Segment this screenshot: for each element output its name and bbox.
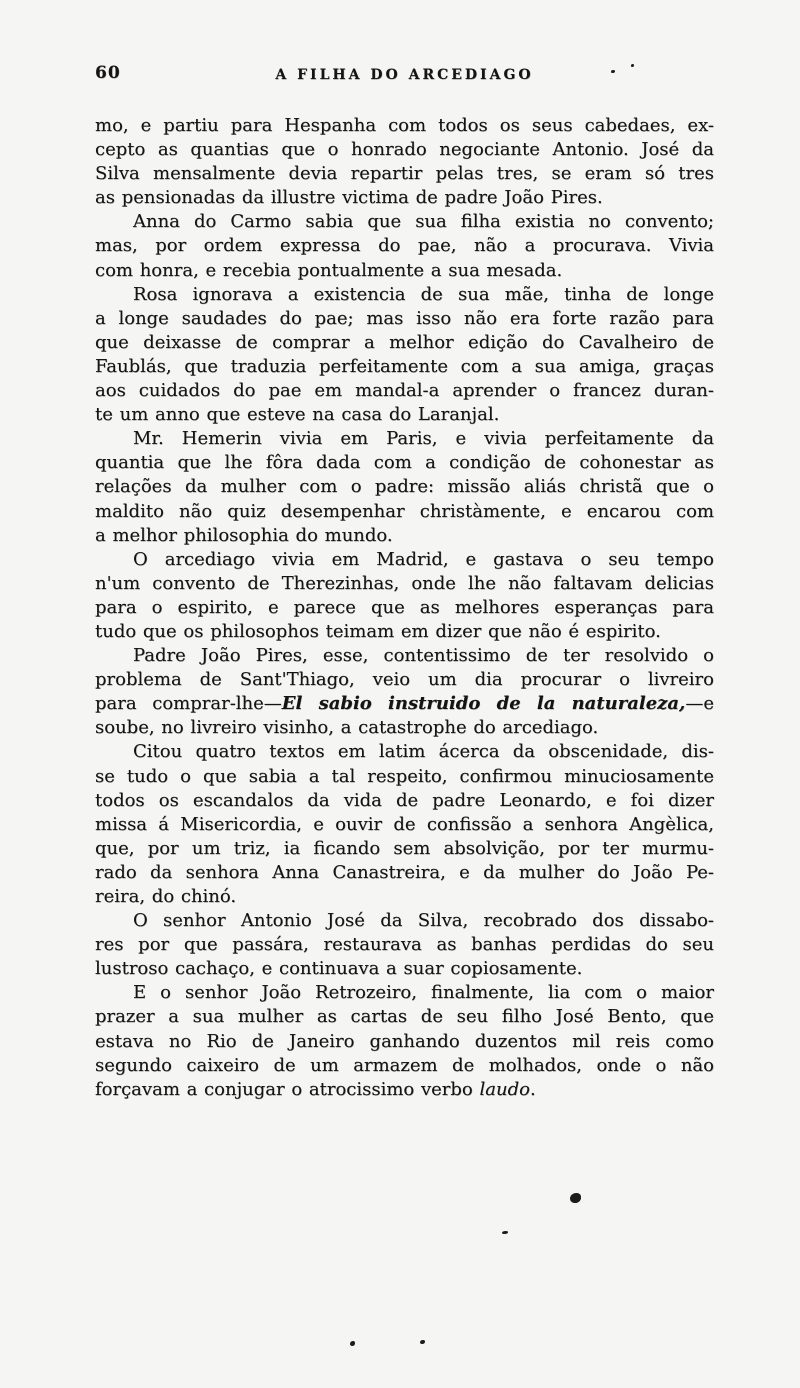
text-line: Anna do Carmo sabia que sua filha existia no convento; [133, 211, 714, 233]
text-line: soube, no livreiro visinho, a catastrophe do arcediago. [95, 717, 599, 739]
text-line: mo, e partiu para Hespanha com todos os seus cabedaes, ex- [95, 115, 714, 136]
ink-speck [350, 1341, 355, 1346]
text-line: O arcediago vivia em Madrid, e gastava o seu tempo [133, 548, 714, 570]
text-line: se tudo o que sabia a tal respeito, confirmou minuciosamente [95, 765, 714, 787]
paragraph [95, 644, 714, 740]
running-title: A FILHA DO ARCEDIAGO [275, 67, 534, 83]
page-number: 60 [95, 63, 121, 83]
text-segment: —e [685, 693, 714, 715]
italic-text: El sabio instruido de la naturaleza, [281, 693, 686, 715]
paragraph [95, 114, 714, 210]
text-segment: forçavam a conjugar o atrocissimo verbo [95, 1078, 480, 1100]
text-line: todos os escandalos da vida de padre Leonardo, e foi dizer [95, 789, 714, 811]
paragraph [95, 427, 714, 547]
text-line: missa á Misericordia, e ouvir de confissão a senhora Angèlica, [95, 813, 714, 835]
text-line: que deixasse de comprar a melhor edição do Cavalheiro de [95, 331, 714, 353]
paragraph [95, 981, 714, 1101]
text-line: segundo caixeiro de um armazem de molhados, onde o não [95, 1054, 714, 1076]
text-line [95, 692, 714, 716]
paragraph [95, 740, 714, 909]
text-line: Rosa ignorava a existencia de sua mãe, tinha de longe [133, 283, 714, 305]
text-line: relações da mulher com o padre: missão aliás christã que o [95, 476, 714, 498]
text-line: E o senhor João Retrozeiro, finalmente, lia com o maior [133, 982, 714, 1004]
text-line: Faublás, que traduzia perfeitamente com a sua amiga, graças [95, 355, 714, 377]
text-line: aos cuidados do pae em mandal-a aprender o francez duran- [95, 380, 714, 402]
text-line: para o espirito, e parece que as melhores esperanças para [95, 596, 714, 618]
text-line [95, 1078, 714, 1102]
paragraph [95, 548, 714, 644]
text-line: que, por um triz, ia ficando sem absolvição, por ter murmu- [95, 837, 714, 859]
paragraph [95, 283, 714, 428]
paragraph [95, 909, 714, 981]
text-line: prazer a sua mulher as cartas de seu filho José Bento, que [95, 1006, 714, 1028]
text-line: Mr. Hemerin vivia em Paris, e vivia perfeitamente da [133, 428, 714, 450]
text-line: tudo que os philosophos teimam em dizer que não é espirito. [95, 620, 661, 642]
text-line: a melhor philosophia do mundo. [95, 524, 393, 546]
text-line: com honra, e recebia pontualmente a sua mesada. [95, 259, 563, 281]
text-line: te um anno que esteve na casa do Laranjal. [95, 404, 500, 426]
text-line: as pensionadas da illustre victima de padre João Pires. [95, 187, 603, 209]
text-line: estava no Rio de Janeiro ganhando duzentos mil reis como [95, 1030, 714, 1052]
text-line: Padre João Pires, esse, contentissimo de ter resolvido o [133, 645, 714, 667]
text-segment: para comprar-lhe— [95, 693, 282, 715]
text-line: lustroso cachaço, e continuava a suar copiosamente. [95, 958, 583, 980]
text-line: reira, do chinó. [95, 886, 237, 907]
text-line: quantia que lhe fôra dada com a condição de cohonestar as [95, 452, 714, 474]
text-line: O senhor Antonio José da Silva, recobrado dos dissabo- [133, 910, 714, 932]
ink-speck [502, 1231, 508, 1234]
text-line: rado da senhora Anna Canastreira, e da mulher do João Pe- [95, 861, 714, 883]
ink-speck [570, 1193, 581, 1203]
text-line: n'um convento de Therezinhas, onde lhe não faltavam delicias [95, 572, 714, 594]
text-line: mas, por ordem expressa do pae, não a procurava. Vivia [95, 235, 714, 257]
text-line: a longe saudades do pae; mas isso não era forte razão para [95, 307, 714, 329]
text-line: cepto as quantias que o honrado negociante Antonio. José da [95, 139, 714, 161]
text-line: maldito não quiz desempenhar christàmente, e encarou com [95, 500, 714, 522]
text-line: res por que passára, restaurava as banhas perdidas do seu [95, 934, 714, 956]
text-line: Citou quatro textos em latim ácerca da obscenidade, dis- [133, 741, 714, 763]
ink-speck [420, 1340, 425, 1344]
text-line: Silva mensalmente devia repartir pelas tres, se eram só tres [95, 163, 714, 185]
text-line: problema de Sant'Thiago, veio um dia procurar o livreiro [95, 669, 714, 691]
paragraph [95, 210, 714, 282]
text-segment: . [529, 1078, 536, 1100]
italic-text: laudo [479, 1078, 530, 1100]
text-block [95, 114, 714, 1102]
